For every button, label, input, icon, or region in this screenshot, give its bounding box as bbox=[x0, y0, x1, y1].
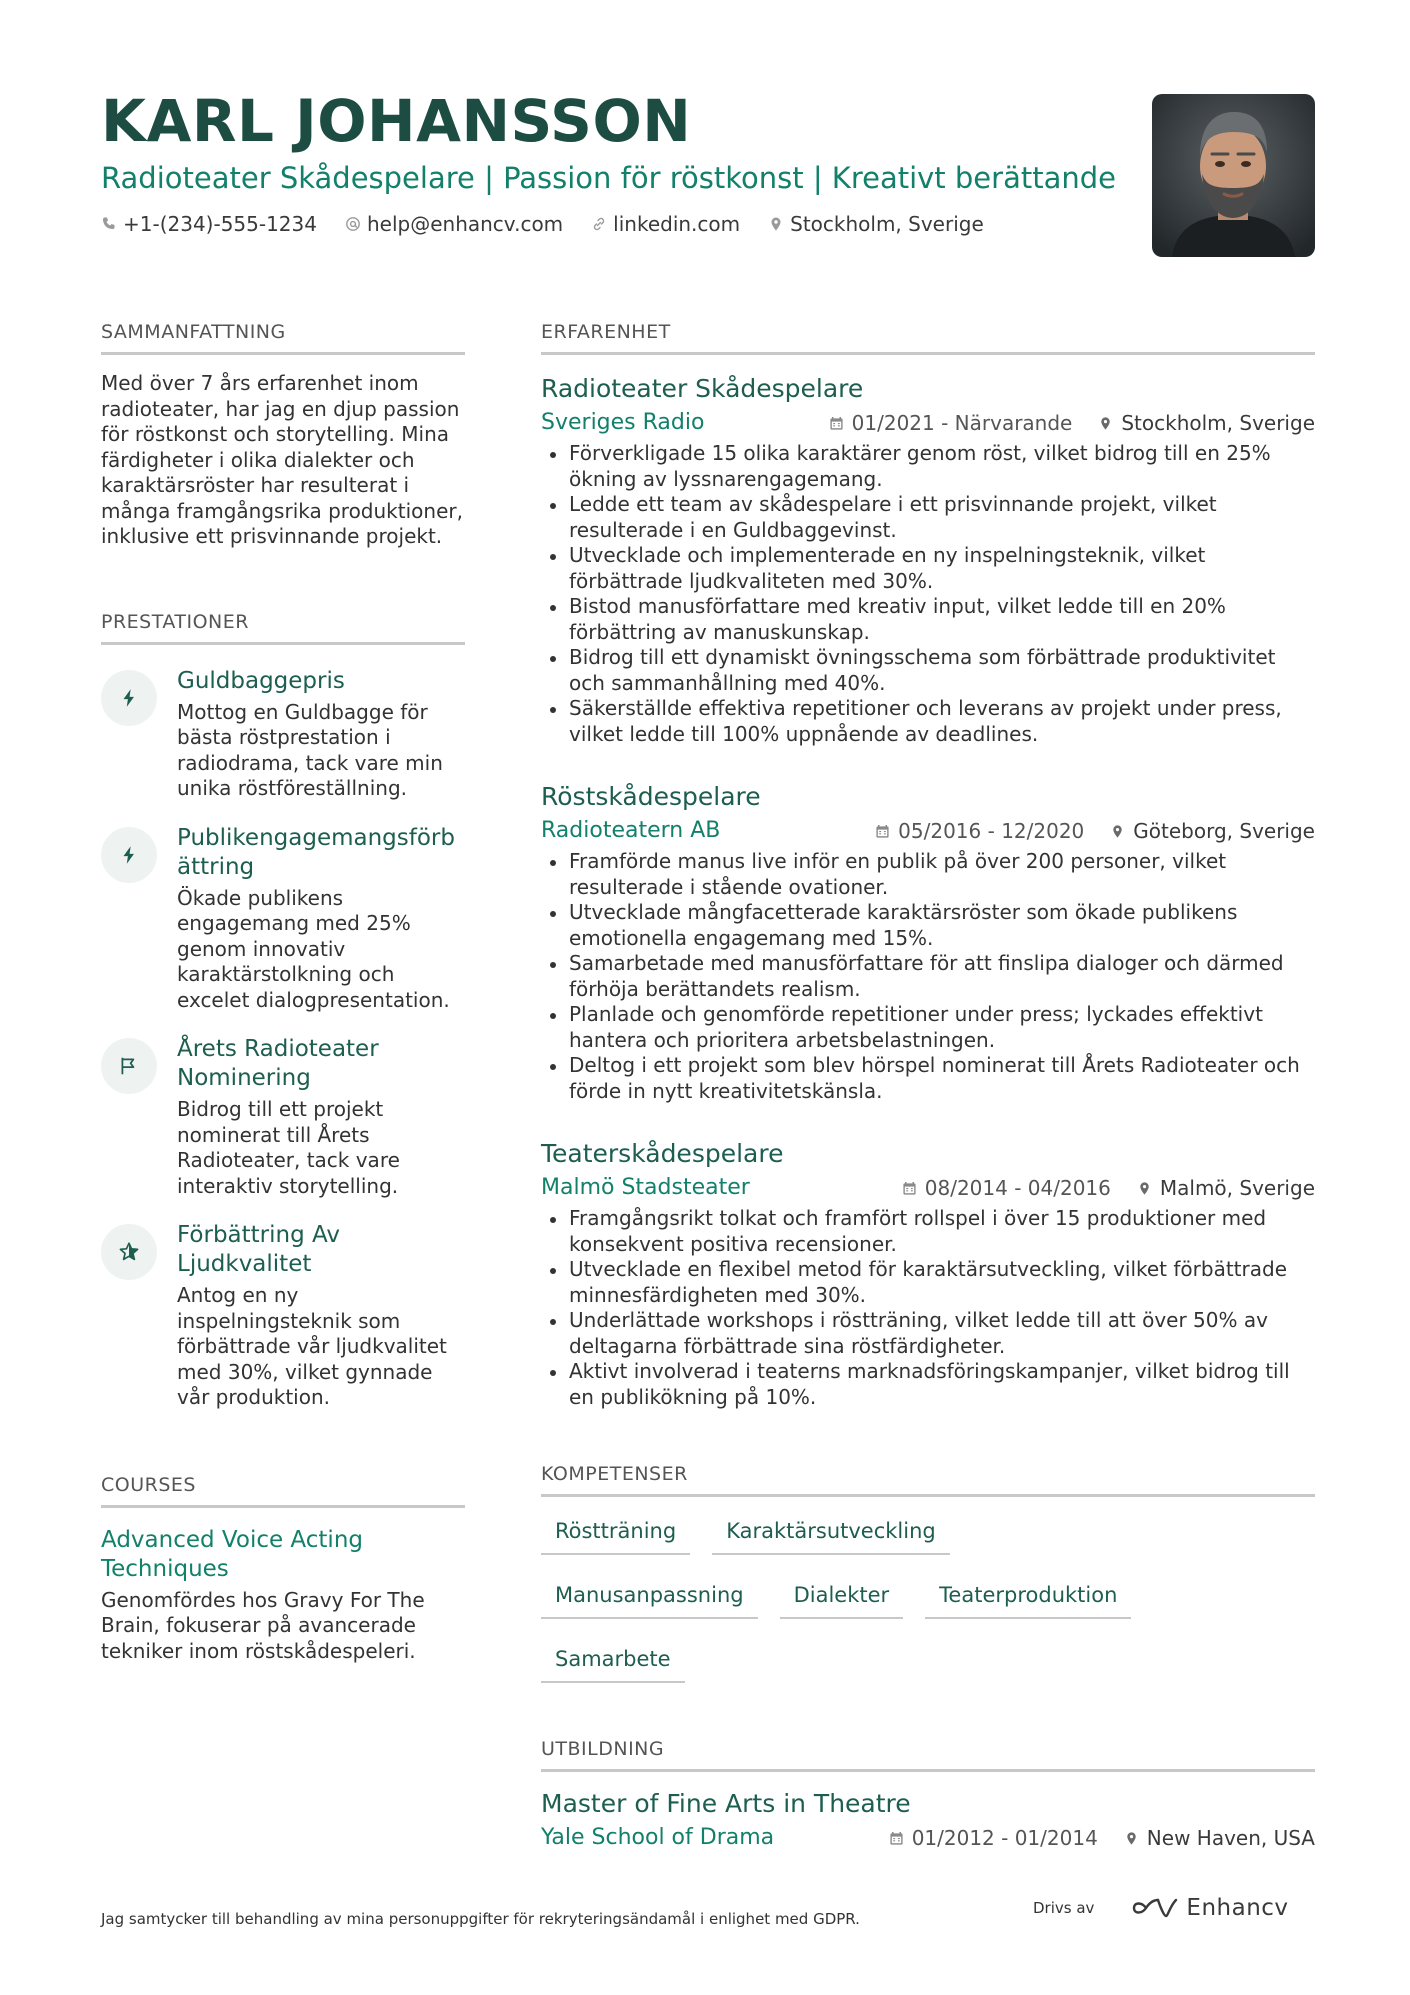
job-bullets bbox=[541, 849, 1315, 1104]
job-bullet: Ledde ett team av skådespelare i ett prisvinnande projekt, vilket resulterade i en Guldbaggevinst. bbox=[541, 492, 1315, 543]
achievement-title: Årets Radioteater Nominering bbox=[177, 1036, 379, 1091]
course-title: Advanced Voice Acting Techniques bbox=[101, 1526, 363, 1582]
achievement-title: Publikengagemangsförbättring bbox=[177, 824, 455, 880]
contact-info bbox=[101, 210, 1151, 238]
contact-linkedin[interactable] bbox=[591, 210, 740, 238]
achievements-section bbox=[101, 608, 465, 1411]
experience-heading: ERFARENHET bbox=[541, 318, 1315, 355]
achievement-title: Guldbaggepris bbox=[177, 667, 345, 694]
job-entry bbox=[541, 1138, 1315, 1410]
achievement-description: Bidrog till ett projekt nominerat till Årets Radioteater, tack vare interaktiv storytelling. bbox=[177, 1097, 400, 1198]
skill-tag: Manusanpassning bbox=[541, 1575, 758, 1619]
enhancv-logo[interactable] bbox=[1132, 1895, 1288, 1921]
footer-branding bbox=[1033, 1895, 1289, 1921]
location-pin-icon bbox=[1110, 824, 1125, 839]
job-bullets bbox=[541, 441, 1315, 747]
bolt-icon bbox=[101, 670, 157, 726]
at-icon bbox=[345, 216, 361, 232]
calendar-icon bbox=[902, 1181, 917, 1196]
skill-tag: Teaterproduktion bbox=[925, 1575, 1131, 1619]
job-bullet: Utvecklade en flexibel metod för karaktärsutveckling, vilket förbättrade minnesfärdigheten med 30%. bbox=[541, 1257, 1315, 1308]
education-school: Yale School of Drama bbox=[541, 1825, 775, 1850]
skill-tag: Karaktärsutveckling bbox=[712, 1511, 950, 1555]
job-date bbox=[902, 1174, 1111, 1202]
course-description: Genomfördes hos Gravy For The Brain, fokuserar på avancerade tekniker inom röstskådespeleri. bbox=[101, 1587, 425, 1663]
job-entry bbox=[541, 781, 1315, 1104]
job-date bbox=[875, 817, 1084, 845]
contact-phone bbox=[101, 210, 317, 238]
achievement-description: Ökade publikens engagemang med 25% genom innovativ karaktärstolkning och excelet dialogpresentation. bbox=[177, 885, 450, 1012]
achievement-item bbox=[101, 824, 465, 1014]
achievement-item bbox=[101, 1221, 465, 1411]
profile-photo-image bbox=[1152, 94, 1315, 257]
education-location-text: New Haven, USA bbox=[1146, 1826, 1315, 1850]
courses-heading: COURSES bbox=[101, 1471, 465, 1508]
job-bullet: Framförde manus live inför en publik på över 200 personer, vilket resulterade i stående ovationer. bbox=[541, 849, 1315, 900]
job-location bbox=[1098, 409, 1315, 437]
location-pin-icon bbox=[768, 216, 784, 232]
education-heading: UTBILDNING bbox=[541, 1735, 1315, 1772]
courses-section bbox=[101, 1471, 465, 1665]
phone-icon bbox=[101, 216, 117, 232]
job-meta bbox=[541, 1174, 1315, 1202]
bolt-icon bbox=[101, 827, 157, 883]
candidate-name: KARL JOHANSSON bbox=[101, 87, 692, 155]
flag-icon bbox=[101, 1038, 157, 1094]
summary-section bbox=[101, 318, 465, 550]
left-column bbox=[101, 318, 465, 1664]
enhancv-brand-text: Enhancv bbox=[1186, 1895, 1289, 1921]
skills-list bbox=[541, 1511, 1181, 1683]
education-meta bbox=[541, 1824, 1315, 1852]
achievement-item bbox=[101, 667, 465, 802]
job-date-text: 08/2014 - 04/2016 bbox=[924, 1176, 1111, 1200]
job-company: Sveriges Radio bbox=[541, 410, 705, 435]
contact-email[interactable] bbox=[345, 210, 563, 238]
education-section bbox=[541, 1735, 1315, 1852]
job-meta bbox=[541, 817, 1315, 845]
job-bullet: Samarbetade med manusförfattare för att finslipa dialoger och därmed förhöja berättandets realism. bbox=[541, 951, 1315, 1002]
right-column bbox=[541, 318, 1315, 1852]
gdpr-consent: Jag samtycker till behandling av mina personuppgifter för rekryteringsändamål i enlighet med GDPR. bbox=[101, 1910, 860, 1928]
linkedin-text: linkedin.com bbox=[613, 212, 741, 236]
resume-header bbox=[101, 86, 1151, 238]
profile-photo bbox=[1152, 94, 1315, 257]
location-pin-icon bbox=[1098, 416, 1113, 431]
candidate-headline: Radioteater Skådespelare | Passion för röstkonst | Kreativt berättande bbox=[101, 161, 1116, 195]
job-date-text: 05/2016 - 12/2020 bbox=[898, 819, 1085, 843]
experience-section bbox=[541, 318, 1315, 1410]
education-date bbox=[889, 1824, 1098, 1852]
star-icon bbox=[101, 1224, 157, 1280]
link-icon bbox=[591, 216, 607, 232]
calendar-icon bbox=[889, 1831, 904, 1846]
job-location-text: Stockholm, Sverige bbox=[1121, 411, 1315, 435]
skill-tag: Samarbete bbox=[541, 1639, 685, 1683]
calendar-icon bbox=[875, 824, 890, 839]
job-date-text: 01/2021 - Närvarande bbox=[851, 411, 1073, 435]
summary-text: Med över 7 års erfarenhet inom radioteater, har jag en djup passion för röstkonst och storytelling. Mina färdigheter i olika dialekter och karaktärsröster har resulterat i många framgångsrika produktioner, inklusive ett prisvinnande projekt. bbox=[101, 371, 463, 548]
job-title: Teaterskådespelare bbox=[541, 1139, 784, 1168]
job-company: Malmö Stadsteater bbox=[541, 1175, 750, 1200]
skills-heading: KOMPETENSER bbox=[541, 1460, 1315, 1497]
job-location-text: Malmö, Sverige bbox=[1159, 1176, 1315, 1200]
education-location bbox=[1124, 1824, 1315, 1852]
calendar-icon bbox=[829, 416, 844, 431]
powered-by-label: Drivs av bbox=[1033, 1899, 1095, 1917]
job-bullets bbox=[541, 1206, 1315, 1410]
job-bullet: Deltog i ett projekt som blev hörspel nominerat till Årets Radioteater och förde in nytt kreativitetskänsla. bbox=[541, 1053, 1315, 1104]
skill-tag: Dialekter bbox=[780, 1575, 904, 1619]
skills-section bbox=[541, 1460, 1315, 1683]
achievement-description: Mottog en Guldbagge för bästa röstprestation i radiodrama, tack vare min unika röstföreställning. bbox=[177, 699, 443, 800]
job-bullet: Aktivt involverad i teaterns marknadsföringskampanjer, vilket bidrog till en publikökning på 10%. bbox=[541, 1359, 1315, 1410]
location-text: Stockholm, Sverige bbox=[790, 212, 984, 236]
achievement-title: Förbättring Av Ljudkvalitet bbox=[177, 1222, 340, 1277]
job-company: Radioteatern AB bbox=[541, 818, 721, 843]
job-bullet: Bistod manusförfattare med kreativ input, vilket ledde till en 20% förbättring av manuskunskap. bbox=[541, 594, 1315, 645]
location-pin-icon bbox=[1137, 1181, 1152, 1196]
job-title: Röstskådespelare bbox=[541, 782, 761, 811]
job-bullet: Förverkligade 15 olika karaktärer genom röst, vilket bidrog till en 25% ökning av lyssnarengagemang. bbox=[541, 441, 1315, 492]
achievement-description: Antog en ny inspelningsteknik som förbättrade vår ljudkvalitet med 30%, vilket gynnade vår produktion. bbox=[177, 1283, 447, 1409]
job-entry bbox=[541, 373, 1315, 747]
job-location-text: Göteborg, Sverige bbox=[1133, 819, 1315, 843]
location-pin-icon bbox=[1124, 1831, 1139, 1846]
job-meta bbox=[541, 409, 1315, 437]
enhancv-logo-icon bbox=[1132, 1896, 1178, 1920]
job-title: Radioteater Skådespelare bbox=[541, 374, 864, 403]
job-date bbox=[829, 409, 1073, 437]
contact-location bbox=[768, 210, 984, 238]
achievement-item bbox=[101, 1035, 465, 1199]
job-location bbox=[1137, 1174, 1315, 1202]
job-bullet: Säkerställde effektiva repetitioner och leverans av projekt under press, vilket ledde till 100% uppnående av deadlines. bbox=[541, 696, 1315, 747]
job-bullet: Utvecklade och implementerade en ny inspelningsteknik, vilket förbättrade ljudkvaliteten med 30%. bbox=[541, 543, 1315, 594]
job-bullet: Bidrog till ett dynamiskt övningsschema som förbättrade produktivitet och sammanhållning med 40%. bbox=[541, 645, 1315, 696]
summary-heading: SAMMANFATTNING bbox=[101, 318, 465, 355]
job-location bbox=[1110, 817, 1315, 845]
job-bullet: Planlade och genomförde repetitioner under press; lyckades effektivt hantera och prioritera arbetsbelastningen. bbox=[541, 1002, 1315, 1053]
job-bullet: Underlättade workshops i röstträning, vilket ledde till att över 50% av deltagarna förbättrade sina röstfärdigheter. bbox=[541, 1308, 1315, 1359]
skill-tag: Röstträning bbox=[541, 1511, 690, 1555]
job-bullet: Framgångsrikt tolkat och framfört rollspel i över 15 produktioner med konsekvent positiva recensioner. bbox=[541, 1206, 1315, 1257]
job-bullet: Utvecklade mångfacetterade karaktärsröster som ökade publikens emotionella engagemang med 15%. bbox=[541, 900, 1315, 951]
email-text: help@enhancv.com bbox=[366, 212, 564, 236]
education-degree: Master of Fine Arts in Theatre bbox=[541, 1789, 911, 1818]
phone-text: +1-(234)-555-1234 bbox=[123, 212, 317, 236]
achievements-heading: PRESTATIONER bbox=[101, 608, 465, 645]
education-date-text: 01/2012 - 01/2014 bbox=[911, 1826, 1098, 1850]
